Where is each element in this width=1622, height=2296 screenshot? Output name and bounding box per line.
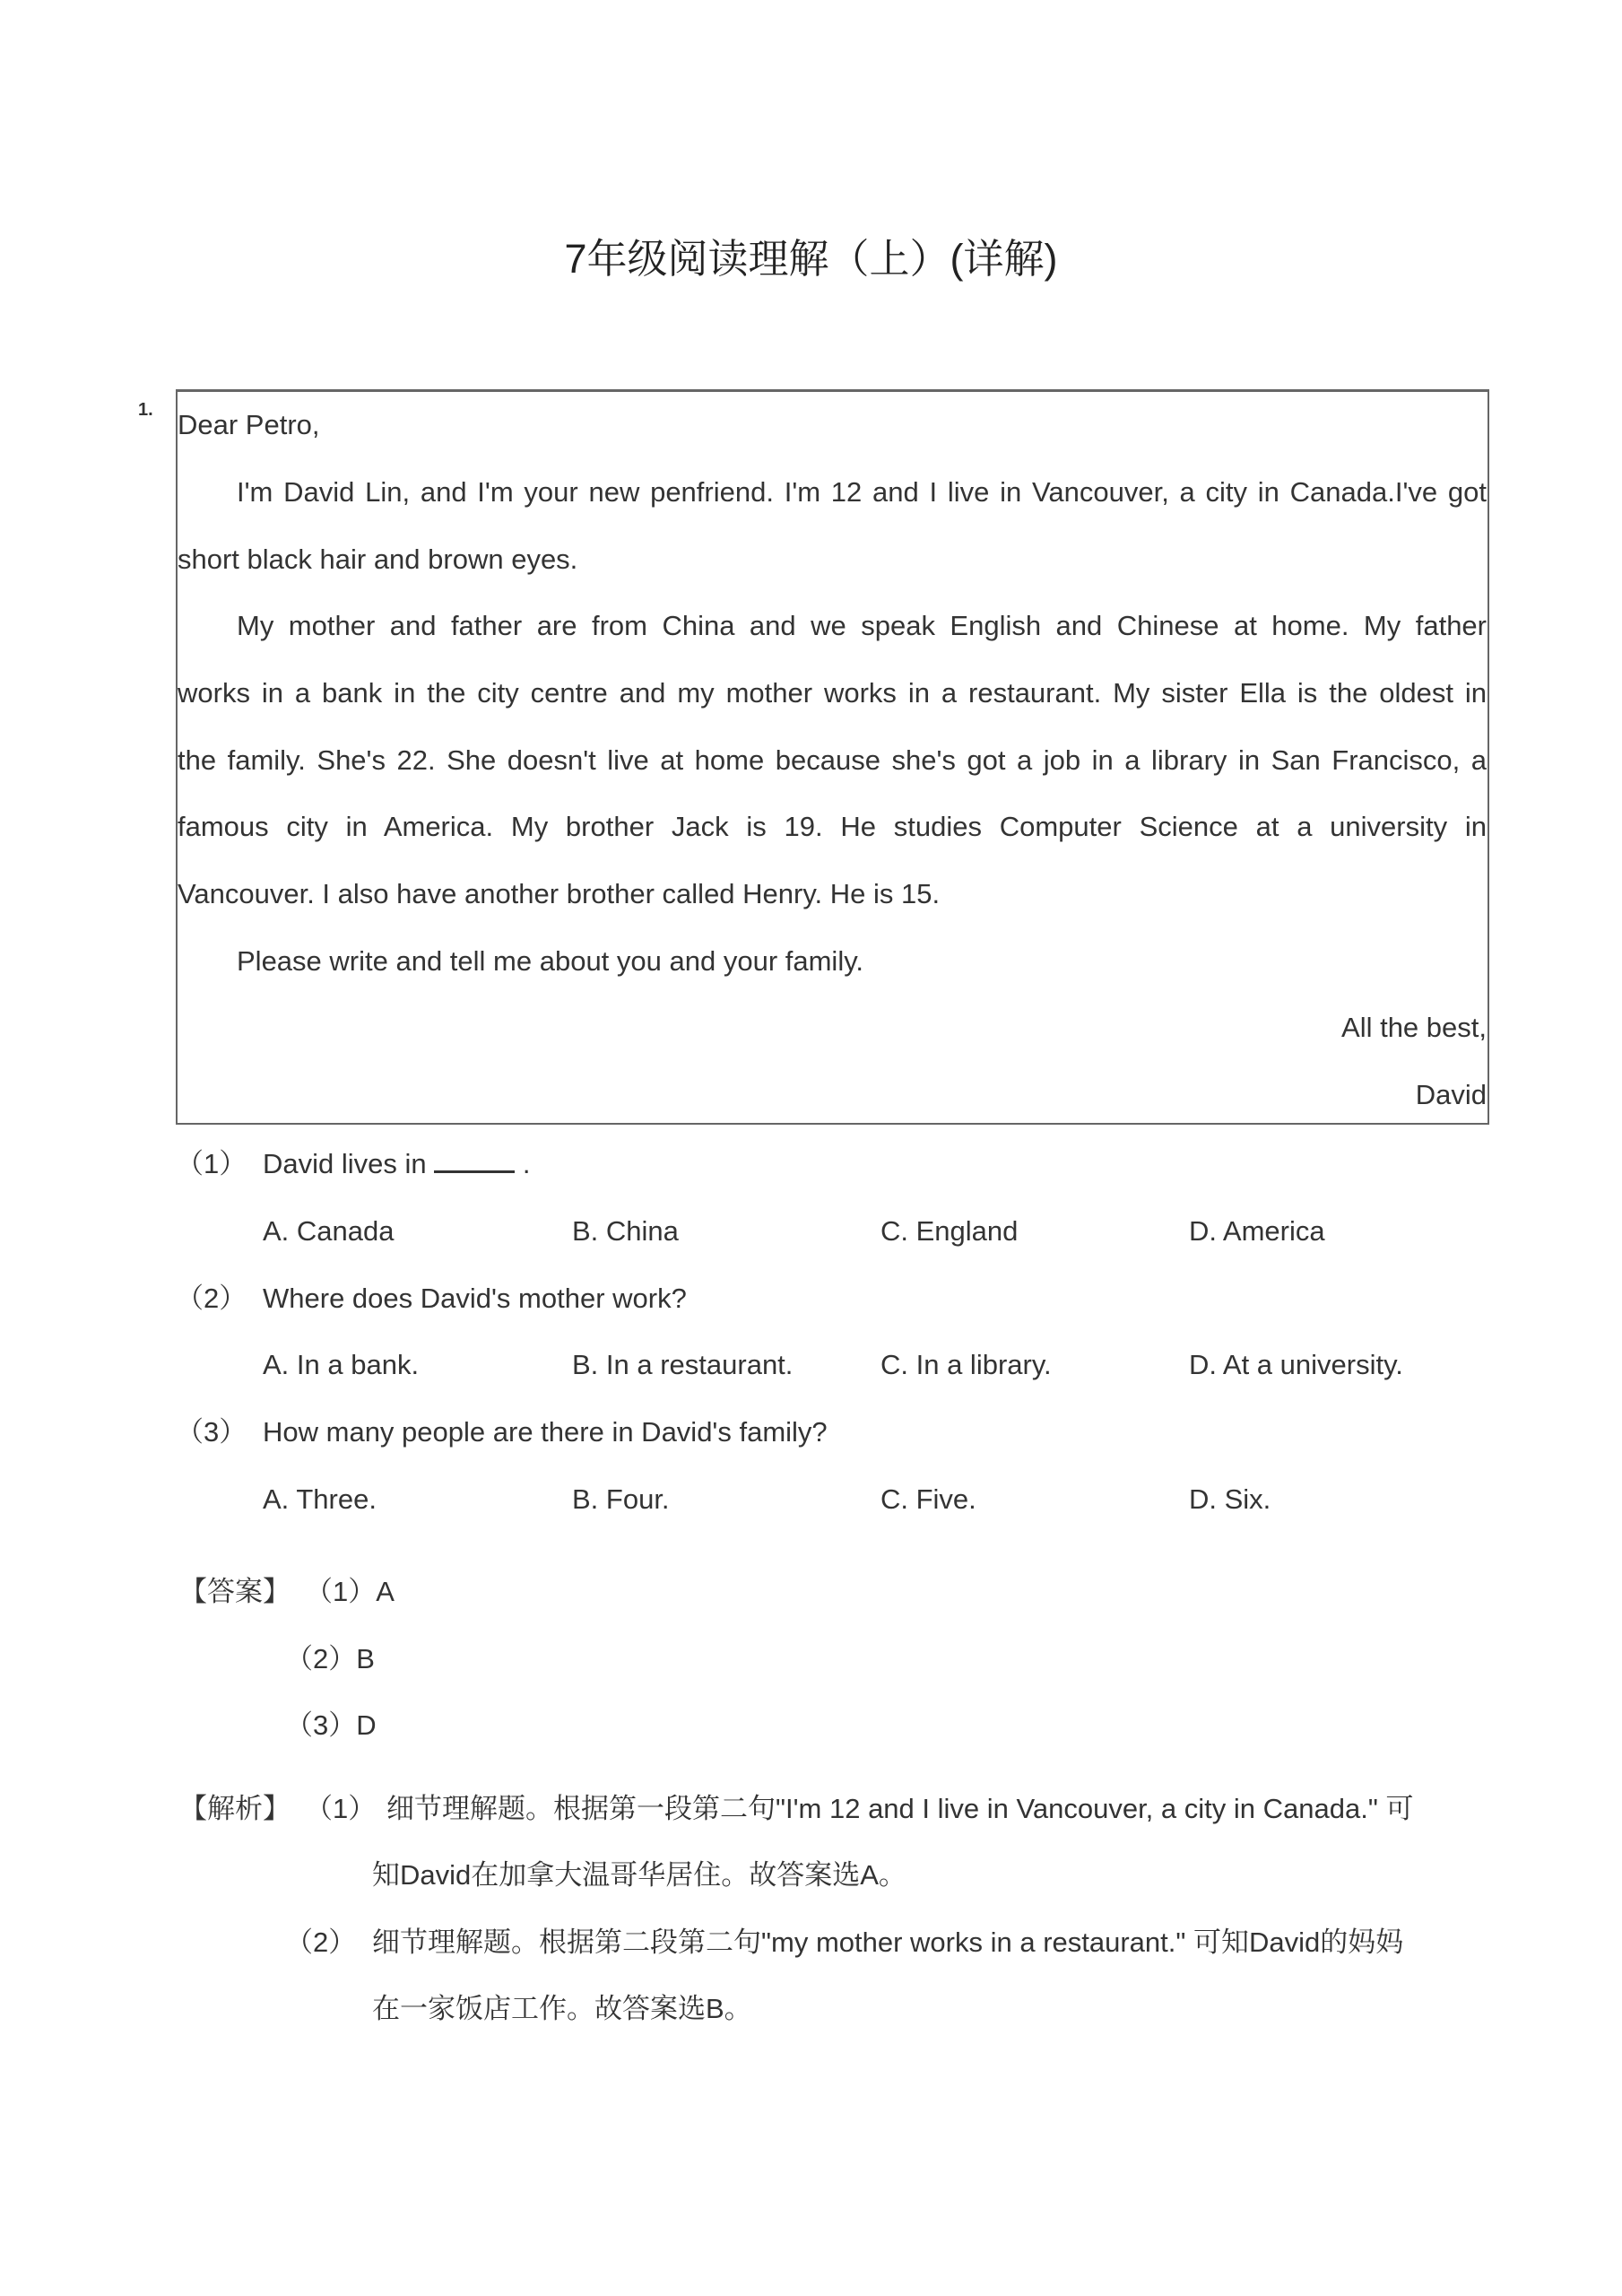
letter-line: My mother and father are from China and we speak English and Chinese at home. My father [237,610,1487,641]
question-stem: David lives in [263,1148,427,1179]
letter-line: Please write and tell me about you and your family. [237,945,864,977]
option: D. At a university. [1189,1349,1403,1380]
analysis-heading: 【解析】 [179,1793,291,1824]
question-period: . [522,1148,531,1179]
question-label: （2） [176,1283,247,1314]
analysis-text: 细节理解题。根据第二段第二句"my mother works in a restaurant." 可知David的妈妈 [372,1926,1404,1958]
option: A. Canada [263,1215,395,1247]
answer-blank [434,1151,515,1173]
option: C. Five. [880,1483,976,1515]
option: B. China [572,1215,679,1247]
option: A. Three. [263,1483,377,1515]
question-label: （1） [176,1148,247,1179]
analysis-text: 知David在加拿大温哥华居住。故答案选A。 [372,1859,906,1891]
letter-line: the family. She's 22. She doesn't live at home because she's got a job in a library in San Francisco, a [178,744,1487,776]
question-label: （3） [176,1416,247,1448]
option: B. In a restaurant. [572,1349,794,1380]
analysis-text: 细节理解题。根据第一段第二句"I'm 12 and I live in Vancouver, a city in Canada." 可 [386,1793,1414,1824]
letter-signature: David [1415,1079,1487,1110]
answer-heading: 【答案】 [179,1576,291,1607]
question-text: Where does David's mother work? [263,1283,687,1314]
letter-closing: All the best, [1341,1012,1487,1043]
option: A. In a bank. [263,1349,420,1380]
answer-item: （2）B [285,1643,375,1674]
question-text: How many people are there in David's family? [263,1416,828,1448]
page-title: 7年级阅读理解（上）(详解) [564,236,1058,282]
option: D. America [1189,1215,1325,1247]
question-number: 1. [138,400,153,420]
letter-line: Vancouver. I also have another brother called Henry. He is 15. [178,878,941,909]
question-text [263,1146,531,1182]
analysis-label: （1） [305,1793,377,1824]
letter-line: works in a bank in the city centre and my mother works in a restaurant. My sister Ella is the oldest in [178,677,1487,709]
letter-line: famous city in America. My brother Jack is 19. He studies Computer Science at a university in [178,811,1487,842]
analysis-label: （2） [285,1926,357,1958]
option: B. Four. [572,1483,670,1515]
option: D. Six. [1189,1483,1271,1515]
answer-item: （3）D [285,1709,377,1741]
option: C. In a library. [880,1349,1052,1380]
letter-line: short black hair and brown eyes. [178,544,578,575]
letter-line: I'm David Lin, and I'm your new penfriend. I'm 12 and I live in Vancouver, a city in Canada.I've got [237,476,1487,508]
option: C. England [880,1215,1019,1247]
letter-greeting: Dear Petro, [178,409,320,440]
answer-item: （1）A [305,1576,395,1607]
analysis-text: 在一家饭店工作。故答案选B。 [372,1993,752,2024]
